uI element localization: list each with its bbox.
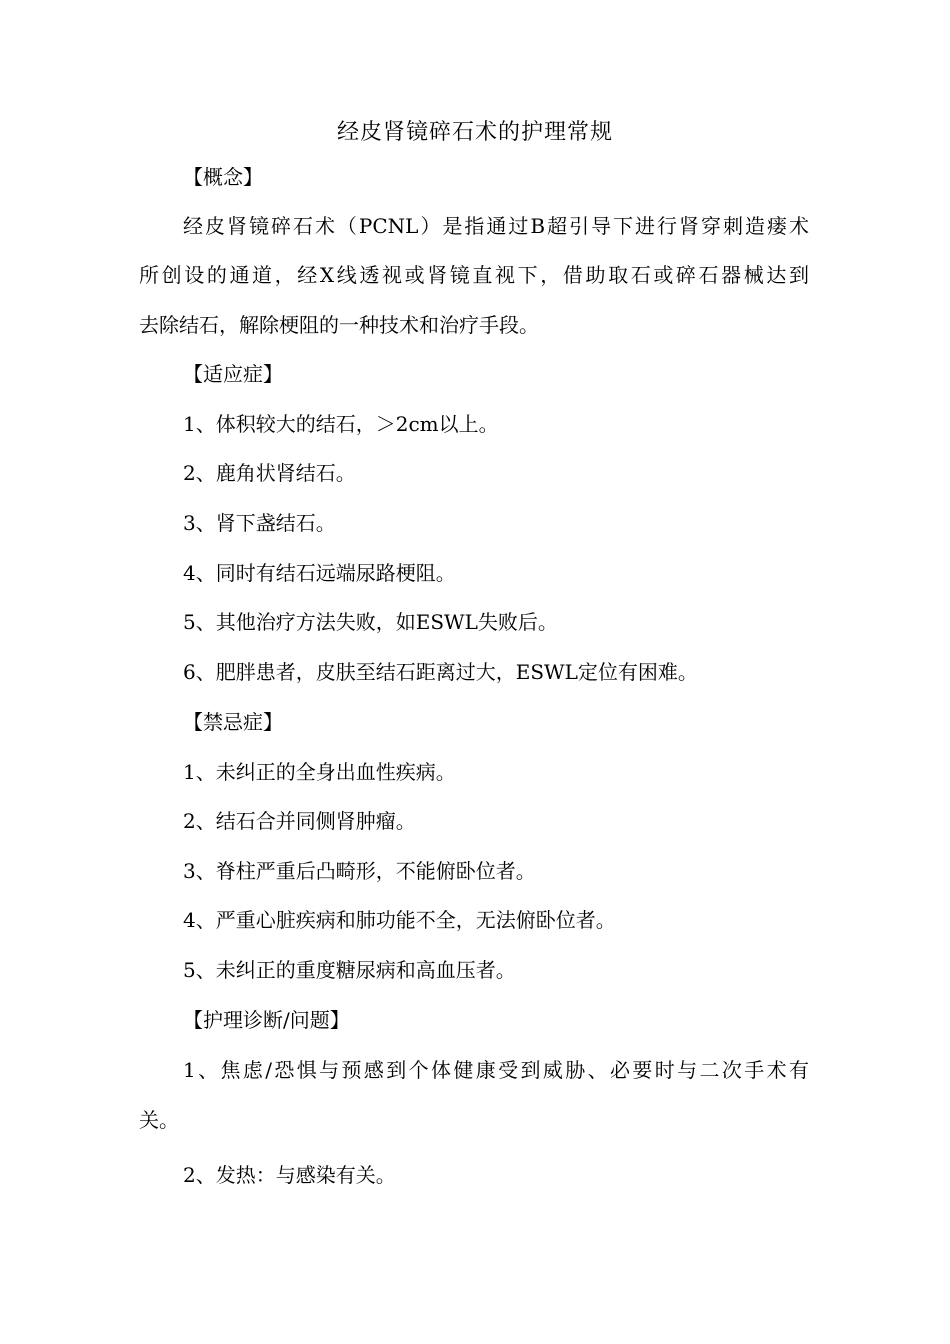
indication-item: 5、其他治疗方法失败，如ESWL失败后。: [183, 610, 558, 634]
indication-item: 2、鹿角状肾结石。: [183, 461, 356, 485]
contraindication-item: 3、脊柱严重后凸畸形，不能俯卧位者。: [183, 859, 536, 883]
nursing-diagnosis-item-line-1: 1、焦虑/恐惧与预感到个体健康受到威胁、必要时与二次手术有: [183, 1058, 809, 1082]
concept-paragraph-line-3: 去除结石，解除梗阻的一种技术和治疗手段。: [139, 313, 539, 337]
section-heading-concept: 【概念】: [183, 165, 263, 189]
section-heading-indications: 【适应症】: [183, 362, 283, 386]
indication-item: 4、同时有结石远端尿路梗阻。: [183, 561, 456, 585]
nursing-diagnosis-item: 2、发热：与感染有关。: [183, 1163, 396, 1187]
concept-paragraph-line-1: 经皮肾镜碎石术（PCNL）是指通过B超引导下进行肾穿刺造瘘术: [183, 214, 809, 238]
contraindication-item: 1、未纠正的全身出血性疾病。: [183, 760, 456, 784]
contraindication-item: 2、结石合并同侧肾肿瘤。: [183, 809, 416, 833]
indication-item: 1、体积较大的结石，＞2cm以上。: [183, 412, 499, 436]
contraindication-item: 4、严重心脏疾病和肺功能不全，无法俯卧位者。: [183, 908, 616, 932]
section-heading-nursing-diagnosis: 【护理诊断/问题】: [183, 1008, 350, 1032]
indication-item: 6、肥胖患者，皮肤至结石距离过大，ESWL定位有困难。: [183, 660, 698, 684]
indication-item: 3、肾下盏结石。: [183, 511, 336, 535]
document-title: 经皮肾镜碎石术的护理常规: [336, 120, 613, 145]
contraindication-item: 5、未纠正的重度糖尿病和高血压者。: [183, 958, 516, 982]
nursing-diagnosis-item-line-2: 关。: [139, 1108, 179, 1132]
section-heading-contraindications: 【禁忌症】: [183, 710, 283, 734]
concept-paragraph-line-2: 所创设的通道，经X线透视或肾镜直视下，借助取石或碎石器械达到: [139, 263, 809, 287]
